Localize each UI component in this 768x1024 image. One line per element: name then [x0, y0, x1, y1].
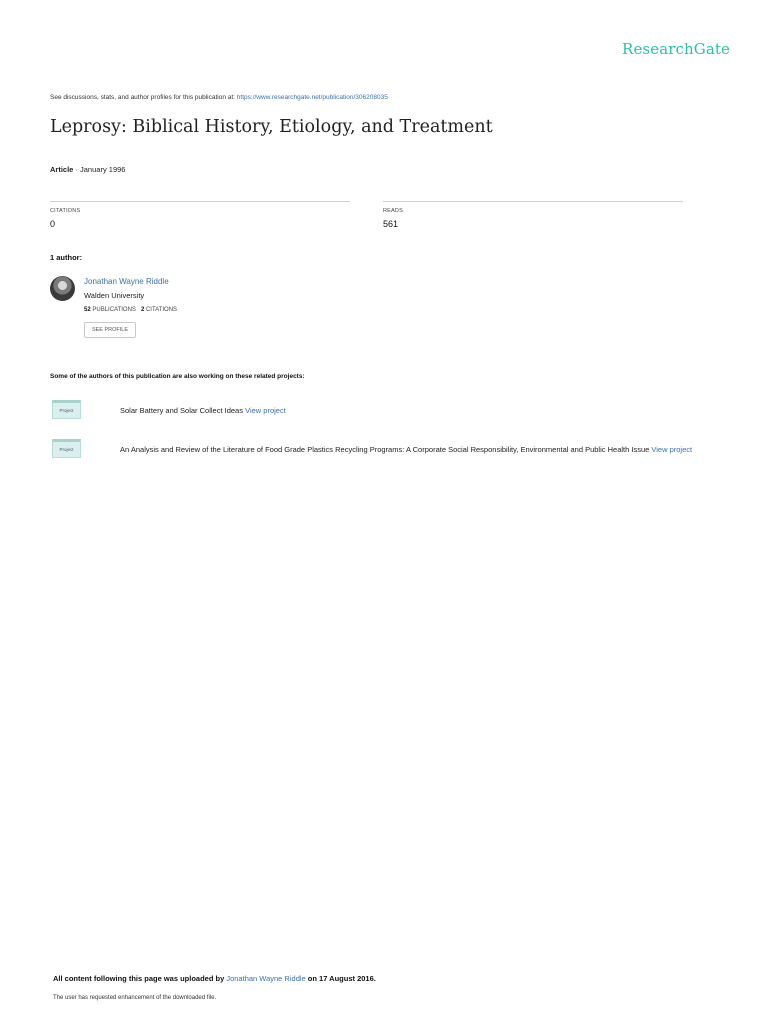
publications-count: 52: [84, 307, 91, 313]
project-icon[interactable]: Project: [52, 400, 81, 419]
author-stats: [84, 307, 177, 313]
discussions-line: [50, 94, 388, 101]
projects-heading: Some of the authors of this publication are also working on these related projects:: [50, 373, 305, 380]
citations-count: 0: [50, 219, 56, 229]
article-type: Article: [50, 165, 74, 174]
author-citations-count: 2: [140, 307, 145, 313]
project-title: Solar Battery and Solar Collect Ideas: [120, 406, 246, 415]
author-affiliation: Walden University: [84, 291, 145, 300]
reads-label: READS: [383, 208, 403, 214]
author-citations-label: CITATIONS: [144, 307, 178, 313]
view-project-link[interactable]: View project: [651, 445, 693, 454]
project-icon[interactable]: Project: [52, 439, 81, 458]
uploader-link[interactable]: Jonathan Wayne Riddle: [226, 974, 306, 983]
publications-label: PUBLICATIONS: [90, 307, 136, 313]
reads-count: 561: [383, 219, 399, 229]
article-date: January 1996: [80, 165, 126, 174]
upload-prefix: All content following this page was uploaded by: [53, 974, 227, 983]
enhancement-note: The user has requested enhancement of the downloaded file.: [53, 995, 217, 1001]
project-item: [120, 445, 692, 454]
see-profile-button[interactable]: SEE PROFILE: [84, 322, 136, 338]
author-name-link[interactable]: Jonathan Wayne Riddle: [84, 277, 169, 286]
upload-suffix: on 17 August 2016.: [305, 974, 376, 983]
authors-heading: 1 author:: [50, 253, 83, 262]
researchgate-logo[interactable]: ResearchGate: [622, 40, 730, 58]
author-avatar[interactable]: [50, 276, 75, 301]
article-meta: [50, 165, 125, 174]
publication-url-link[interactable]: https://www.researchgate.net/publication/306208035: [236, 94, 388, 101]
upload-info: [53, 974, 376, 983]
project-title: An Analysis and Review of the Literature of Food Grade Plastics Recycling Programs: A Corporate Social Responsibility, Environmental and Public Health Issue: [120, 445, 652, 454]
citations-label: CITATIONS: [50, 208, 81, 214]
project-item: [120, 406, 286, 415]
reads-divider: [383, 201, 683, 202]
view-project-link[interactable]: View project: [245, 406, 286, 415]
article-title: Leprosy: Biblical History, Etiology, and Treatment: [50, 117, 493, 137]
discussions-text: See discussions, stats, and author profiles for this publication at:: [50, 94, 237, 101]
meta-separator: ·: [73, 165, 81, 174]
citations-divider: [50, 201, 350, 202]
